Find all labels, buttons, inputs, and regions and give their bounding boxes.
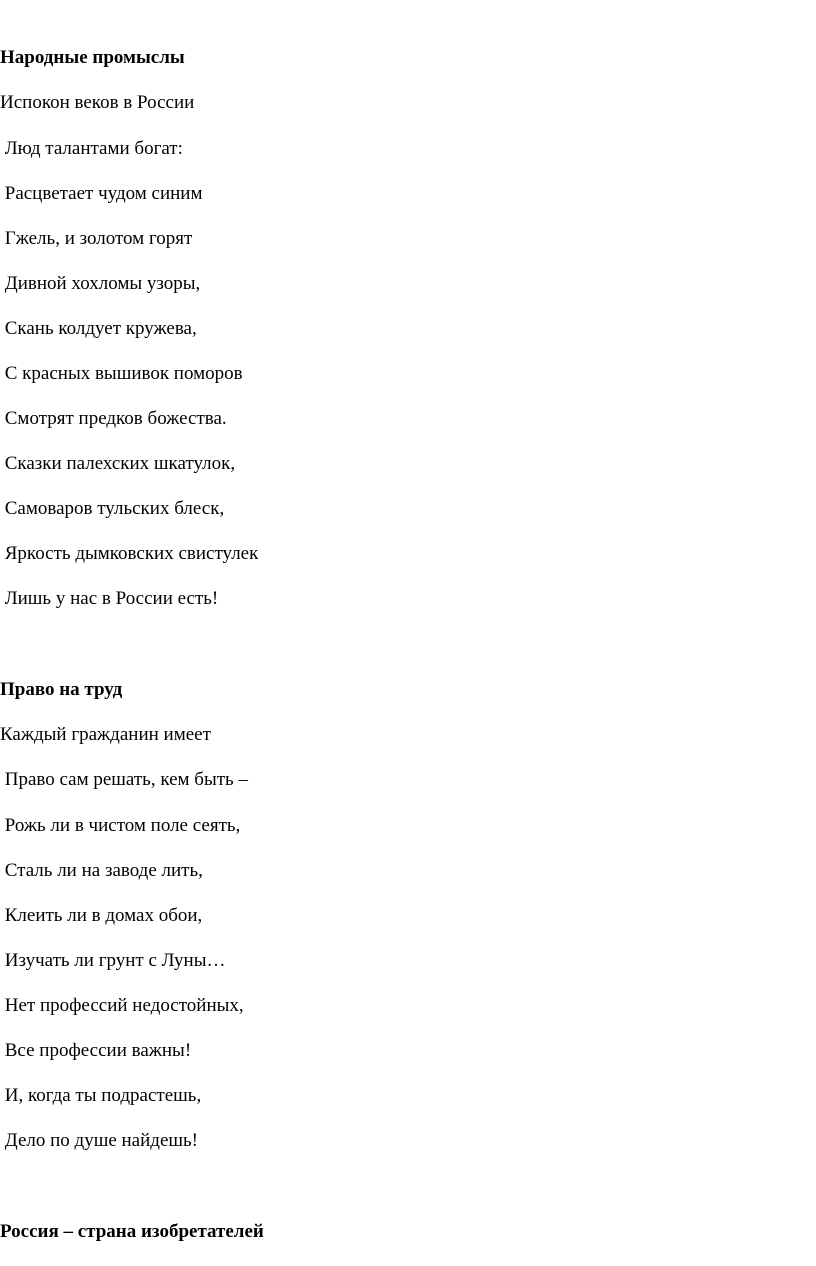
poem-1-line-5: Дивной хохломы узоры, — [0, 273, 201, 294]
poem-1-line-9: Сказки палехских шкатулок, — [0, 453, 236, 474]
poem-2-line-3: Рожь ли в чистом поле сеять, — [0, 815, 241, 836]
poem-3-title: Россия – страна изобретателей — [0, 1221, 264, 1242]
poem-2-line-10: Дело по душе найдешь! — [0, 1130, 198, 1151]
poem-1-line-12: Лишь у нас в России есть! — [0, 588, 219, 609]
poem-1-title: Народные промыслы — [0, 47, 185, 68]
poem-2-line-6: Изучать ли грунт с Луны… — [0, 950, 226, 971]
poem-1-line-1: Испокон веков в России — [0, 92, 195, 113]
poem-2-title: Право на труд — [0, 679, 123, 700]
poem-1-line-3: Расцветает чудом синим — [0, 183, 203, 204]
poem-2-line-5: Клеить ли в домах обои, — [0, 905, 203, 926]
poem-2-line-4: Сталь ли на заводе лить, — [0, 860, 203, 881]
poem-2-line-1: Каждый гражданин имеет — [0, 724, 211, 745]
poem-1-line-8: Смотрят предков божества. — [0, 408, 227, 429]
poem-2-line-9: И, когда ты подрастешь, — [0, 1085, 202, 1106]
poem-1-line-6: Скань колдует кружева, — [0, 318, 197, 339]
poem-1-line-2: Люд талантами богат: — [0, 138, 183, 159]
poem-1-line-10: Самоваров тульских блеск, — [0, 498, 225, 519]
poem-1-line-4: Гжель, и золотом горят — [0, 228, 193, 249]
poem-2-line-2: Право сам решать, кем быть – — [0, 769, 248, 790]
poem-1-line-11: Яркость дымковских свистулек — [0, 543, 259, 564]
poem-2-line-8: Все профессии важны! — [0, 1040, 192, 1061]
poem-1-line-7: С красных вышивок поморов — [0, 363, 243, 384]
poem-2-line-7: Нет профессий недостойных, — [0, 995, 244, 1016]
